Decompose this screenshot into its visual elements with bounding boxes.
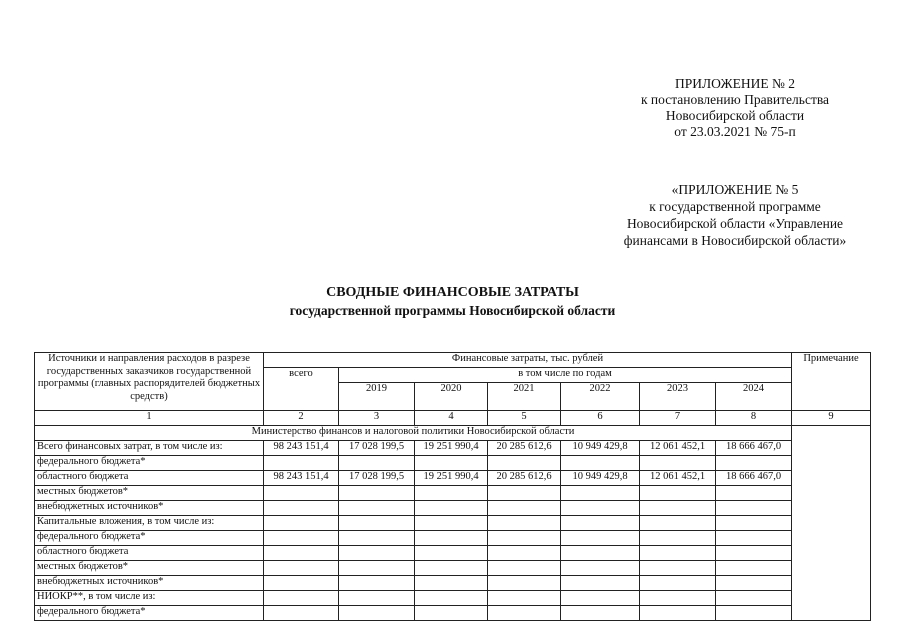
- appendix-2-line4: от 23.03.2021 № 75-п: [674, 124, 796, 139]
- value-cell: 98 243 151,4: [264, 471, 339, 486]
- value-cell: [264, 576, 339, 591]
- year-cell: 2024: [716, 383, 792, 411]
- value-cell: [640, 546, 716, 561]
- value-cell: [561, 561, 640, 576]
- table-row: [35, 486, 871, 501]
- row-label: внебюджетных источников*: [35, 576, 264, 591]
- col-number: 5: [488, 411, 561, 426]
- col-number: 3: [339, 411, 415, 426]
- value-cell: [488, 501, 561, 516]
- table-row: [35, 456, 871, 471]
- value-cell: 10 949 429,8: [561, 441, 640, 456]
- value-cell: [561, 516, 640, 531]
- value-cell: [264, 456, 339, 471]
- value-cell: [339, 531, 415, 546]
- year-cell: 2020: [415, 383, 488, 411]
- row-label: федерального бюджета*: [35, 456, 264, 471]
- value-cell: [640, 561, 716, 576]
- row-label: внебюджетных источников*: [35, 501, 264, 516]
- value-cell: [716, 546, 792, 561]
- value-cell: [640, 501, 716, 516]
- value-cell: [264, 561, 339, 576]
- col-number: 6: [561, 411, 640, 426]
- section-row: [35, 426, 871, 441]
- row-label: Всего финансовых затрат, в том числе из:: [35, 441, 264, 456]
- year-cell: 2023: [640, 383, 716, 411]
- value-cell: 18 666 467,0: [716, 441, 792, 456]
- col-number: 8: [716, 411, 792, 426]
- header-by-year: в том числе по годам: [339, 368, 792, 383]
- header-sources: Источники и направления расходов в разрезе государственных заказчиков государственной программы (главных распорядителей бюджетных средств): [35, 353, 264, 411]
- value-cell: [415, 531, 488, 546]
- value-cell: [561, 501, 640, 516]
- value-cell: [415, 591, 488, 606]
- value-cell: [561, 546, 640, 561]
- header-note: Примечание: [792, 353, 871, 411]
- value-cell: [561, 486, 640, 501]
- row-label: НИОКР**, в том числе из:: [35, 591, 264, 606]
- value-cell: [561, 531, 640, 546]
- value-cell: 19 251 990,4: [415, 441, 488, 456]
- appendix-2-block: [600, 76, 870, 140]
- value-cell: [640, 486, 716, 501]
- header-row-1: [35, 353, 871, 368]
- table-row: [35, 516, 871, 531]
- value-cell: [640, 576, 716, 591]
- header-costs: Финансовые затраты, тыс. рублей: [264, 353, 792, 368]
- value-cell: [488, 561, 561, 576]
- col-number: 9: [792, 411, 871, 426]
- value-cell: 19 251 990,4: [415, 471, 488, 486]
- value-cell: [488, 576, 561, 591]
- appendix-2-line3: Новосибирской области: [665, 108, 805, 123]
- value-cell: [264, 546, 339, 561]
- value-cell: [415, 486, 488, 501]
- value-cell: [488, 516, 561, 531]
- value-cell: [415, 516, 488, 531]
- year-cell: 2022: [561, 383, 640, 411]
- appendix-5-line4: финансами в Новосибирской области»: [623, 233, 847, 248]
- value-cell: [716, 486, 792, 501]
- value-cell: [415, 576, 488, 591]
- value-cell: [561, 456, 640, 471]
- value-cell: [488, 456, 561, 471]
- value-cell: [716, 501, 792, 516]
- document-subtitle: государственной программы Новосибирской области: [289, 303, 616, 318]
- appendix-5-line2: к государственной программе: [649, 199, 821, 214]
- value-cell: [716, 591, 792, 606]
- appendix-2-line2: к постановлению Правительства: [640, 92, 830, 107]
- value-cell: [415, 561, 488, 576]
- value-cell: [640, 606, 716, 621]
- row-label: федерального бюджета*: [35, 531, 264, 546]
- appendix-5-block: [590, 181, 880, 249]
- row-label: областного бюджета: [35, 546, 264, 561]
- value-cell: [716, 606, 792, 621]
- value-cell: [640, 456, 716, 471]
- value-cell: [488, 486, 561, 501]
- value-cell: [716, 456, 792, 471]
- value-cell: [415, 456, 488, 471]
- value-cell: [561, 591, 640, 606]
- row-label: областного бюджета: [35, 471, 264, 486]
- value-cell: [264, 486, 339, 501]
- col-number: 7: [640, 411, 716, 426]
- document-title: СВОДНЫЕ ФИНАНСОВЫЕ ЗАТРАТЫ: [326, 285, 579, 300]
- value-cell: [264, 591, 339, 606]
- value-cell: 12 061 452,1: [640, 441, 716, 456]
- section-title: Министерство финансов и налоговой политики Новосибирской области: [35, 426, 792, 441]
- value-cell: [339, 456, 415, 471]
- row-label: Капитальные вложения, в том числе из:: [35, 516, 264, 531]
- row-label: местных бюджетов*: [35, 561, 264, 576]
- value-cell: [415, 546, 488, 561]
- value-cell: [264, 516, 339, 531]
- table-row: [35, 591, 871, 606]
- value-cell: [640, 531, 716, 546]
- appendix-5-line3: Новосибирской области «Управление: [626, 216, 844, 231]
- value-cell: [339, 501, 415, 516]
- value-cell: 10 949 429,8: [561, 471, 640, 486]
- value-cell: [716, 516, 792, 531]
- value-cell: [488, 606, 561, 621]
- value-cell: [415, 501, 488, 516]
- year-cell: 2019: [339, 383, 415, 411]
- value-cell: [561, 576, 640, 591]
- table-row: [35, 546, 871, 561]
- value-cell: [488, 591, 561, 606]
- appendix-2-line1: ПРИЛОЖЕНИЕ № 2: [674, 76, 796, 91]
- col-number: 4: [415, 411, 488, 426]
- value-cell: [339, 606, 415, 621]
- value-cell: 20 285 612,6: [488, 441, 561, 456]
- value-cell: [264, 606, 339, 621]
- value-cell: [488, 546, 561, 561]
- value-cell: [716, 531, 792, 546]
- value-cell: 18 666 467,0: [716, 471, 792, 486]
- value-cell: [339, 486, 415, 501]
- row-label: федерального бюджета*: [35, 606, 264, 621]
- value-cell: [561, 606, 640, 621]
- value-cell: [640, 591, 716, 606]
- value-cell: [339, 561, 415, 576]
- col-number: 2: [264, 411, 339, 426]
- value-cell: [716, 561, 792, 576]
- value-cell: 17 028 199,5: [339, 471, 415, 486]
- value-cell: [339, 576, 415, 591]
- row-label: местных бюджетов*: [35, 486, 264, 501]
- value-cell: [264, 531, 339, 546]
- financial-costs-table: [34, 352, 871, 621]
- value-cell: 12 061 452,1: [640, 471, 716, 486]
- value-cell: [415, 606, 488, 621]
- value-cell: [339, 516, 415, 531]
- value-cell: [488, 531, 561, 546]
- table-row: [35, 471, 871, 486]
- value-cell: [640, 516, 716, 531]
- table-row: [35, 501, 871, 516]
- table-row: [35, 531, 871, 546]
- year-cell: 2021: [488, 383, 561, 411]
- table-row: [35, 576, 871, 591]
- table-row: [35, 561, 871, 576]
- value-cell: [339, 591, 415, 606]
- column-numbers-row: [35, 411, 871, 426]
- value-cell: 17 028 199,5: [339, 441, 415, 456]
- table-row: [35, 606, 871, 621]
- value-cell: [339, 546, 415, 561]
- note-cell: [792, 426, 871, 621]
- table-row: [35, 441, 871, 456]
- appendix-5-line1: «ПРИЛОЖЕНИЕ № 5: [671, 182, 799, 197]
- col-number: 1: [35, 411, 264, 426]
- value-cell: [264, 501, 339, 516]
- value-cell: [716, 576, 792, 591]
- header-total: всего: [264, 368, 339, 411]
- value-cell: 98 243 151,4: [264, 441, 339, 456]
- value-cell: 20 285 612,6: [488, 471, 561, 486]
